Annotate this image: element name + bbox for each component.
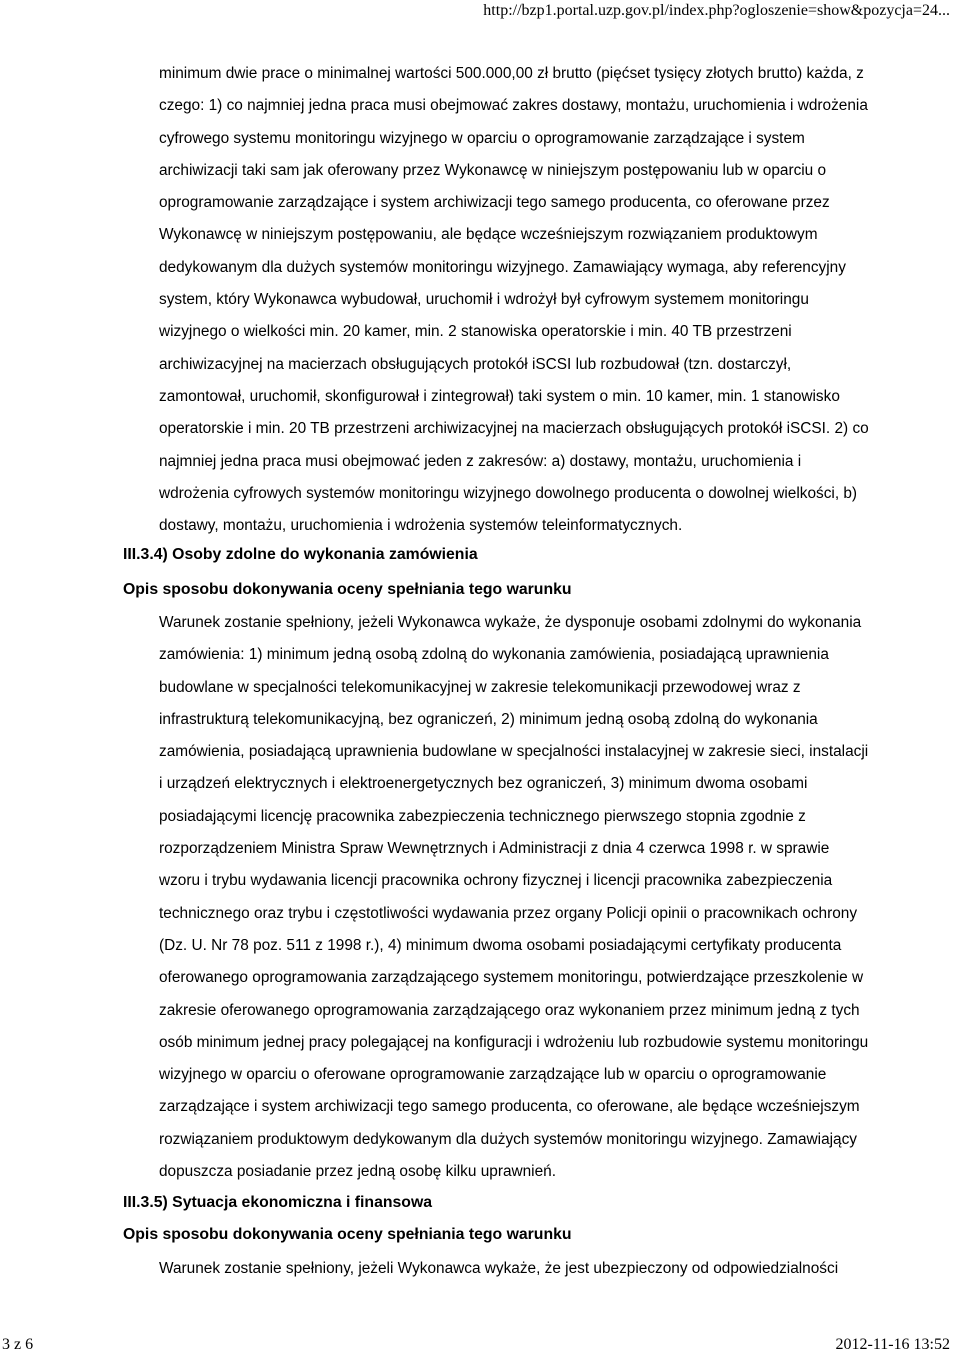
text-line: oprogramowanie zarządzające i system archiwizacji tego samego producenta, co oferowane przez xyxy=(159,194,830,212)
page-number: 3 z 6 xyxy=(2,1336,34,1353)
text-line: minimum dwie prace o minimalnej wartości 500.000,00 zł brutto (pięćset tysięcy złotych brutto) każda, z xyxy=(159,65,864,82)
text-line: budowlane w specjalności telekomunikacyjnej w zakresie telekomunikacji przewodowej wraz z xyxy=(159,678,801,696)
text-line: zarządzające i system archiwizacji tego samego producenta, co oferowane, ale będące wcześniejszym xyxy=(159,1098,860,1116)
text-line: wizyjnego w oparciu o oferowane oprogramowanie zarządzające lub w oparciu o oprogramowanie xyxy=(159,1066,827,1084)
text-line: wdrożenia cyfrowych systemów monitoringu wizyjnego dowolnego producenta o dowolnej wielkości, b) xyxy=(159,484,858,502)
print-timestamp: 2012-11-16 13:52 xyxy=(835,1336,950,1353)
text-line: oferowanego oprogramowania zarządzającego systemem monitoringu, potwierdzające przeszkolenie w xyxy=(159,969,864,987)
text-line: osób minimum jednej pracy polegającej na konfiguracji i wdrożeniu lub rozbudowie systemu monitoringu xyxy=(159,1033,869,1051)
section-heading-economic: III.3.5) Sytuacja ekonomiczna i finansowa xyxy=(123,1194,433,1211)
text-line: Wykonawcę w niniejszym postępowaniu, ale będące wcześniejszym rozwiązaniem produktowym xyxy=(159,226,818,244)
text-line: rozwiązaniem produktowym dedykowanym dla dużych systemów monitoringu wizyjnego. Zamawiający xyxy=(159,1130,857,1148)
text-line: zamówienia, posiadającą uprawnienia budowlane w specjalności instalacyjnej w zakresie sieci, instalacji xyxy=(159,743,869,761)
assessment-subheading-persons: Opis sposobu dokonywania oceny spełniania tego warunku xyxy=(123,581,572,598)
text-line: najmniej jedna praca musi obejmować jeden z zakresów: a) dostawy, montażu, uruchomienia i xyxy=(159,452,802,470)
text-line: dostawy, montażu, uruchomienia i wdrożenia systemów teleinformatycznych. xyxy=(159,517,683,535)
text-line: Warunek zostanie spełniony, jeżeli Wykonawca wykaże, że dysponuje osobami zdolnymi do wykonania xyxy=(159,614,862,631)
assessment-subheading-economic: Opis sposobu dokonywania oceny spełniania tego warunku xyxy=(123,1226,572,1243)
text-line: archiwizacji taki sam jak oferowany przez Wykonawcę w niniejszym postępowaniu lub w oparciu o xyxy=(159,161,827,179)
text-line: wzoru i trybu wydawania licencji pracownika ochrony fizycznej i licencji pracownika zabezpieczenia xyxy=(159,872,833,890)
text-line: i urządzeń elektrycznych i elektroenergetycznych bez ograniczeń, 3) minimum dwoma osobami xyxy=(159,775,808,793)
text-line: zamówienia: 1) minimum jedną osobą zdolną do wykonania zamówienia, posiadającą uprawnienia xyxy=(159,646,829,664)
text-line: technicznego oraz trybu i częstotliwości wydawania przez organy Policji opinii o pracownikach ochrony xyxy=(159,904,858,922)
text-line: dopuszcza posiadanie przez jedną osobę kilku uprawnień. xyxy=(159,1163,556,1181)
text-line: rozporządzeniem Ministra Spraw Wewnętrznych i Administracji z dnia 4 czerwca 1998 r. w sprawie xyxy=(159,840,830,858)
text-line: operatorskie i min. 20 TB przestrzeni archiwizacyjnej na macierzach obsługujących protokół iSCSI. 2) co xyxy=(159,420,869,438)
economic-condition-paragraph xyxy=(159,1253,894,1285)
text-line: infrastrukturą telekomunikacyjną, bez ograniczeń, 2) minimum jedną osobą zdolną do wykonania xyxy=(159,710,818,728)
persons-condition-paragraph xyxy=(159,607,894,1188)
requirements-paragraph xyxy=(159,58,894,542)
text-line: dedykowanym dla dużych systemów monitoringu wizyjnego. Zamawiający wymaga, aby referencyjny xyxy=(159,258,846,276)
text-line: (Dz. U. Nr 78 poz. 511 z 1998 r.), 4) minimum dwoma osobami posiadającymi certyfikaty producenta xyxy=(159,936,842,954)
section-heading-persons: III.3.4) Osoby zdolne do wykonania zamówienia xyxy=(123,546,478,563)
page-url-header: http://bzp1.portal.uzp.gov.pl/index.php?ogloszenie=show&pozycja=24... xyxy=(483,2,950,19)
text-line: czego: 1) co najmniej jedna praca musi obejmować zakres dostawy, montażu, uruchomienia i wdrożenia xyxy=(159,97,868,115)
text-line: cyfrowego systemu monitoringu wizyjnego w oparciu o oprogramowanie zarządzające i system xyxy=(159,129,805,147)
text-line: Warunek zostanie spełniony, jeżeli Wykonawca wykaże, że jest ubezpieczony od odpowiedzialności xyxy=(159,1260,839,1277)
text-line: archiwizacyjnej na macierzach obsługujących protokół iSCSI lub rozbudował (tzn. dostarczył, xyxy=(159,355,792,373)
text-line: posiadającymi licencję pracownika zabezpieczenia technicznego pierwszego stopnia zgodnie z xyxy=(159,807,806,825)
text-line: zakresie oferowanego oprogramowania zarządzającego oraz wykonaniem przez minimum jedną z tych xyxy=(159,1001,860,1019)
text-line: wizyjnego o wielkości min. 20 kamer, min. 2 stanowiska operatorskie i min. 40 TB przestrzeni xyxy=(159,323,792,341)
text-line: zamontował, uruchomił, skonfigurował i zintegrował) taki system o min. 10 kamer, min. 1 stanowisko xyxy=(159,387,840,405)
text-line: system, który Wykonawca wybudował, uruchomił i wdrożył był cyfrowym systemem monitoringu xyxy=(159,291,809,309)
